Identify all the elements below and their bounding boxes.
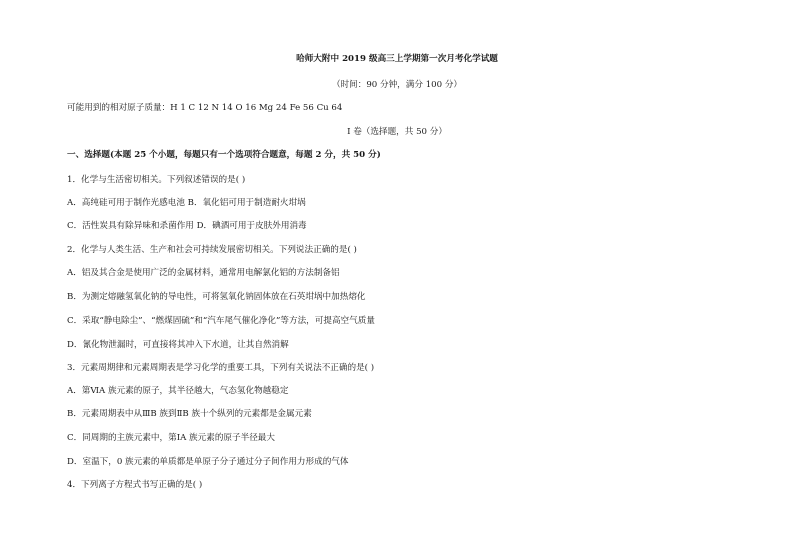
question-1-stem: 1．化学与生活密切相关。下列叙述错误的是( ) — [67, 175, 246, 185]
question-2-stem: 2．化学与人类生活、生产和社会可持续发展密切相关。下列说法正确的是( ) — [67, 245, 357, 255]
exam-title: 哈师大附中 2019 级高三上学期第一次月考化学试题 — [296, 54, 498, 64]
question-2-option-a: A．铝及其合金是使用广泛的金属材料，通常用电解氯化铝的方法制备铝 — [67, 268, 340, 278]
question-3-option-c: C．同周期的主族元素中，第ⅠA 族元素的原子半径最大 — [67, 433, 275, 443]
question-1-option-row: C．活性炭具有除异味和杀菌作用 D．碘酒可用于皮肤外用消毒 — [67, 221, 307, 231]
question-3-option-d: D．室温下，0 族元素的单质都是单原子分子通过分子间作用力形成的气体 — [67, 457, 349, 467]
section-title: 一、选择题(本题 25 个小题，每题只有一个选项符合题意，每题 2 分，共 50 分) — [67, 150, 381, 160]
question-2-option-c: C．采取“静电除尘”、“燃煤固硫”和“汽车尾气催化净化”等方法，可提高空气质量 — [67, 316, 375, 326]
question-2-option-d: D．氰化物泄漏时，可直接将其冲入下水道，让其自然消解 — [67, 340, 289, 350]
question-3-option-b: B．元素周期表中从ⅢB 族到ⅡB 族十个纵列的元素都是金属元素 — [67, 409, 312, 419]
question-2-option-b: B．为测定熔融氢氧化钠的导电性，可将氢氧化钠固体放在石英坩埚中加热熔化 — [67, 292, 366, 302]
atomic-masses: 可能用到的相对原子质量：H 1 C 12 N 14 O 16 Mg 24 Fe 56 Cu 64 — [67, 103, 343, 113]
question-4-stem: 4．下列离子方程式书写正确的是( ) — [67, 480, 203, 490]
question-3-stem: 3．元素周期律和元素周期表是学习化学的重要工具，下列有关说法不正确的是( ) — [67, 363, 375, 373]
question-1-option-row: A．高纯硅可用于制作光感电池 B．氧化铝可用于制造耐火坩埚 — [67, 198, 306, 208]
question-3-option-a: A．第ⅥA 族元素的原子，其半径越大，气态氢化物越稳定 — [67, 386, 289, 396]
part-title: I 卷（选择题，共 50 分） — [347, 127, 447, 137]
exam-meta: （时间：90 分钟，满分 100 分） — [331, 80, 463, 90]
